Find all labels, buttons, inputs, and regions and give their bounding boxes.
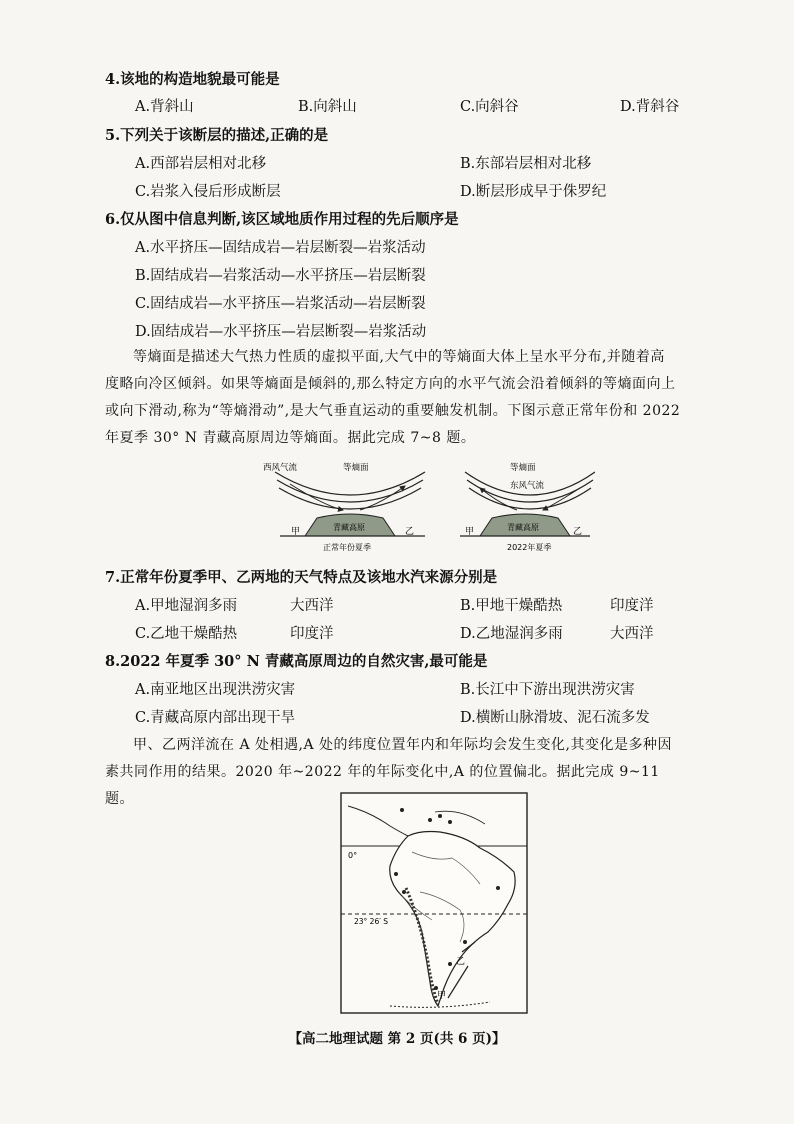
q4-option-b: B.向斜山	[298, 99, 357, 115]
passage2-line2: 素共同作用的结果。2020 年~2022 年的年际变化中,A 的位置偏北。据此完成 9~11 题。	[105, 764, 660, 807]
page-footer: 【高二地理试题 第 2 页(共 6 页)】	[288, 1031, 506, 1047]
west-point-right: 甲	[465, 527, 475, 537]
q7-option-a-source: 大西洋	[290, 598, 334, 614]
south-america-map	[340, 792, 528, 1014]
q6-option-a: A.水平挤压—固结成岩—岩层断裂—岩浆活动	[135, 240, 426, 256]
q7-option-d: D.乙地湿润多雨	[460, 626, 563, 642]
q7-option-a: A.甲地湿润多雨	[135, 598, 238, 614]
current-a-label: 甲	[437, 991, 447, 1001]
passage2-line1: 甲、乙两洋流在 A 处相遇,A 处的纬度位置年内和年际均会发生变化,其变化是多种因	[133, 737, 672, 753]
year-2022-panel	[460, 462, 595, 552]
plateau-label-right: 青藏高原	[507, 523, 539, 532]
passage1-line1: 等熵面是描述大气热力性质的虚拟平面,大气中的等熵面大体上呈水平分布,并随着高	[133, 349, 665, 365]
q5-option-d: D.断层形成早于侏罗纪	[460, 184, 607, 200]
passage1-line2: 度略向冷区倾斜。如果等熵面是倾斜的,那么特定方向的水平气流会沿着倾斜的等熵面向上	[105, 376, 676, 392]
passage1-line3: 或向下滑动,称为“等熵滑动”,是大气垂直运动的重要触发机制。下图示意正常年份和 2022	[105, 403, 681, 419]
isentrope-label-right: 等熵面	[510, 463, 536, 473]
q8-option-c: C.青藏高原内部出现干旱	[135, 710, 296, 726]
west-point-left: 甲	[291, 527, 301, 537]
caption-2022: 2022年夏季	[507, 543, 552, 552]
q5-stem: 5.下列关于该断层的描述,正确的是	[105, 127, 329, 144]
passage1-line4: 年夏季 30° N 青藏高原周边等熵面。据此完成 7~8 题。	[105, 430, 476, 446]
q4-option-c: C.向斜谷	[460, 99, 519, 115]
q7-option-c: C.乙地干燥酷热	[135, 626, 238, 642]
q7-option-b: B.甲地干燥酷热	[460, 598, 563, 614]
current-b-label: 乙	[456, 957, 466, 967]
easterly-label: 东风气流	[510, 481, 545, 491]
east-point-left: 乙	[405, 527, 415, 537]
q5-option-b: B.东部岩层相对北移	[460, 156, 592, 172]
q8-option-b: B.长江中下游出现洪涝灾害	[460, 682, 635, 698]
q4-option-d: D.背斜谷	[620, 99, 680, 115]
q6-stem: 6.仅从图中信息判断,该区域地质作用过程的先后顺序是	[105, 211, 459, 228]
westerly-label: 西风气流	[263, 463, 298, 473]
q8-option-a: A.南亚地区出现洪涝灾害	[135, 682, 296, 698]
q4-option-a: A.背斜山	[135, 99, 194, 115]
q6-option-c: C.固结成岩—水平挤压—岩浆活动—岩层断裂	[135, 296, 426, 312]
normal-year-panel	[263, 462, 425, 552]
q7-option-c-source: 印度洋	[290, 626, 334, 642]
isentropic-figure	[255, 458, 595, 558]
q7-option-d-source: 大西洋	[610, 626, 654, 642]
q6-option-d: D.固结成岩—水平挤压—岩层断裂—岩浆活动	[135, 324, 427, 340]
q5-option-c: C.岩浆入侵后形成断层	[135, 184, 281, 200]
q7-stem: 7.正常年份夏季甲、乙两地的天气特点及该地水汽来源分别是	[105, 569, 498, 586]
q8-stem: 8.2022 年夏季 30° N 青藏高原周边的自然灾害,最可能是	[105, 653, 488, 670]
q7-option-b-source: 印度洋	[610, 598, 654, 614]
tropic-label: 23° 26′ S	[354, 917, 389, 926]
passage-isentropic	[105, 344, 690, 452]
q4-stem: 4.该地的构造地貌最可能是	[105, 71, 280, 88]
q8-option-d: D.横断山脉滑坡、泥石流多发	[460, 710, 650, 726]
caption-normal-year: 正常年份夏季	[323, 543, 371, 552]
q6-option-b: B.固结成岩—岩浆活动—水平挤压—岩层断裂	[135, 268, 426, 284]
east-point-right: 乙	[573, 527, 583, 537]
isentrope-label-left: 等熵面	[343, 463, 369, 473]
equator-label: 0°	[348, 851, 358, 860]
q5-option-a: A.西部岩层相对北移	[135, 156, 267, 172]
plateau-label-left: 青藏高原	[333, 523, 365, 532]
